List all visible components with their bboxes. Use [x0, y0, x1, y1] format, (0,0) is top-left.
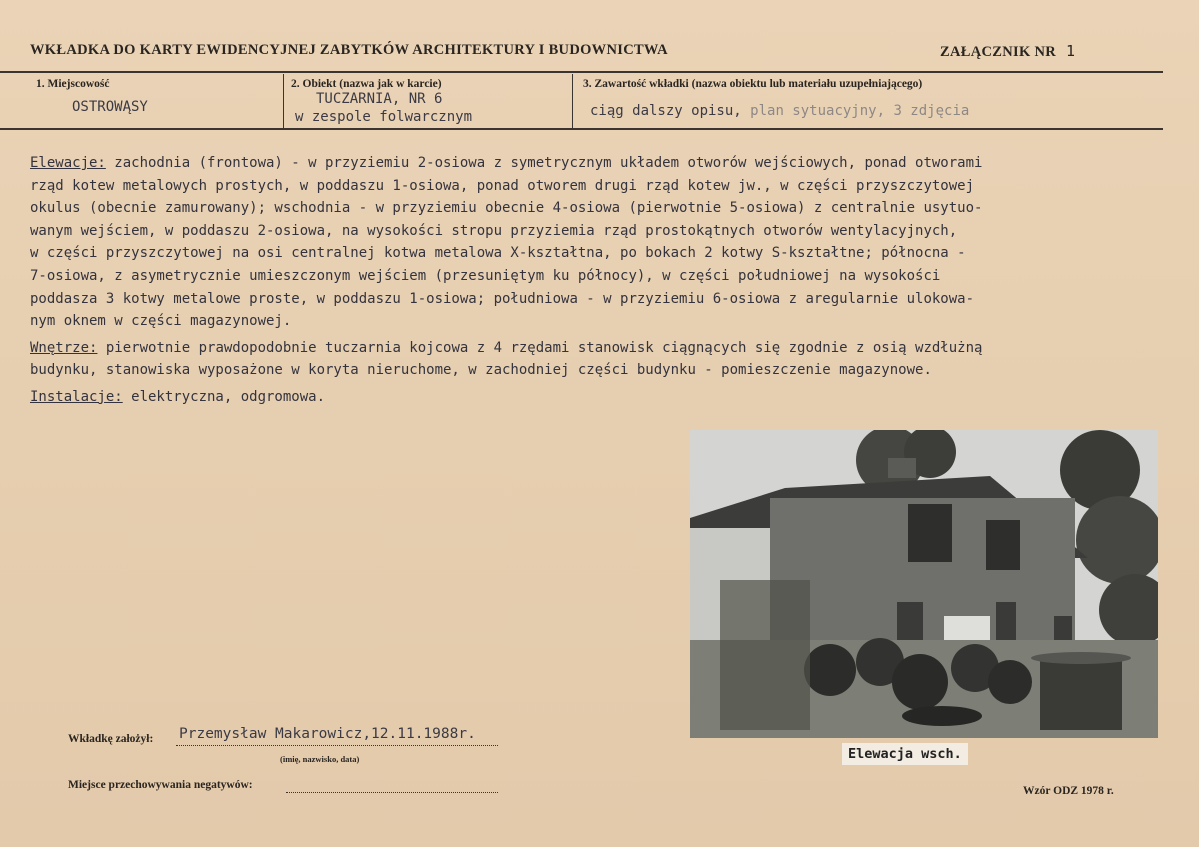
object-value-line2: w zespole folwarcznym — [295, 109, 473, 125]
object-value-line1: TUCZARNIA, NR 6 — [316, 91, 443, 107]
attachment-label — [940, 42, 1075, 61]
elevations-text: zachodnia (frontowa) - w przyziemiu 2-osiowa z symetrycznym układem otworów wejściowych, ponad otworami rząd kotew metalowych prostych, w poddaszu 1-osiowa, ponad otworem drugi rząd kotew jw., w części przyszczytowej okulus (obecnie zamurowany); wschodnia - w przyziemiu obecnie 4-osiowa (pierwotnie 5-osiowa) z centralnie usytuo- wanym wejściem, w poddaszu 2-osiowa, na wysokości stropu przyziemia rząd prostokątnych otworów wentylacyjnych, w części przyszczytowej na osi centralnej kotwa metalowa X-kształtna, po bokach 2 kotwy S-kształtne; północna - 7-osiowa, z asymetrycznie umieszczonym wejściem (przesuniętym ku północy), w części południowej na wysokości poddasza 3 kotwy metalowe proste, w poddaszu 1-osiowa; południowa - w przyziemiu 6-osiowa z aregularnie ulokowa- nym oknem w części magazynowej. — [30, 155, 983, 330]
negatives-label: Miejsce przechowywania negatywów: — [68, 779, 253, 791]
installations-heading: Instalacje: — [30, 388, 123, 405]
field-divider-1 — [283, 74, 284, 128]
field-divider-2 — [572, 74, 573, 128]
installations-text: elektryczna, odgromowa. — [122, 388, 326, 405]
interior-heading: Wnętrze: — [30, 339, 98, 356]
content-value — [590, 103, 969, 119]
attachment-number: 1 — [1066, 42, 1076, 60]
form-label: Wzór ODZ 1978 r. — [1023, 785, 1114, 797]
content-label: 3. Zawartość wkładki (nazwa obiektu lub materiału uzupełniającego) — [583, 78, 923, 90]
founder-hint: (imię, nazwisko, data) — [280, 754, 360, 764]
installations-paragraph — [30, 386, 1175, 409]
locality-value: OSTROWĄSY — [72, 99, 148, 115]
negatives-line — [286, 792, 498, 793]
photo-illustration — [690, 430, 1158, 738]
content-value-a: ciąg dalszy opisu, — [590, 103, 742, 119]
building-photo — [690, 430, 1158, 738]
locality-label: 1. Miejscowość — [36, 78, 110, 90]
founder-value: Przemysław Makarowicz,12.11.1988r. — [179, 726, 476, 742]
object-label: 2. Obiekt (nazwa jak w karcie) — [291, 78, 442, 90]
founder-label: Wkładkę założył: — [68, 733, 154, 745]
interior-text: pierwotnie prawdopodobnie tuczarnia kojcowa z 4 rzędami stanowisk ciągnących się zgodnie z osią wzdłużną budynku, stanowiska wyposażone w koryta nieruchome, w zachodniej części budynku - pomieszczenie magazynowe. — [30, 339, 983, 379]
description-body — [30, 152, 1175, 413]
header-rule-top — [0, 71, 1163, 73]
header-rule-bottom — [0, 128, 1163, 130]
card-title: WKŁADKA DO KARTY EWIDENCYJNEJ ZABYTKÓW ARCHITEKTURY I BUDOWNICTWA — [30, 42, 668, 58]
interior-paragraph — [30, 337, 1175, 382]
content-value-b: plan sytuacyjny, 3 zdjęcia — [750, 103, 970, 119]
elevations-heading: Elewacje: — [30, 155, 106, 171]
attachment-label-text: ZAŁĄCZNIK NR — [940, 44, 1056, 60]
photo-caption: Elewacja wsch. — [842, 743, 968, 765]
founder-line — [176, 745, 498, 746]
elevations-paragraph — [30, 152, 1175, 333]
